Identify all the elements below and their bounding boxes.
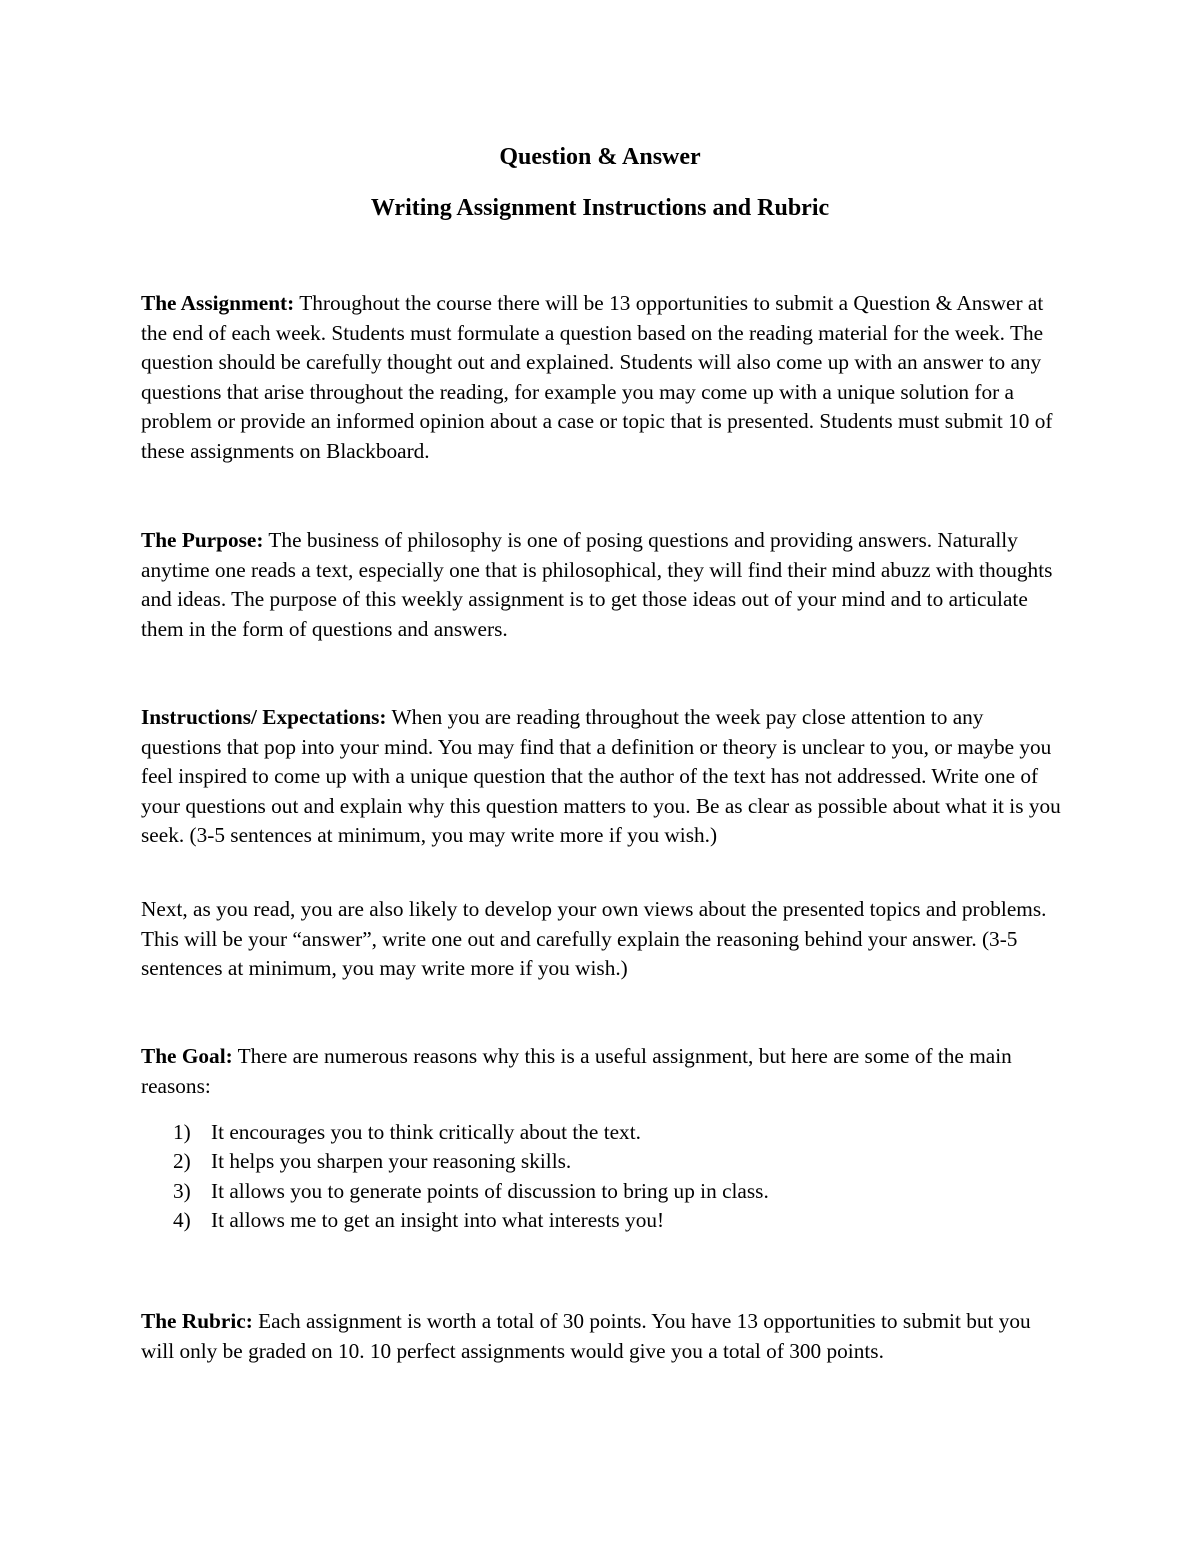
instructions-heading: Instructions/ Expectations: (141, 705, 387, 729)
document-title: Question & Answer (499, 144, 701, 170)
rubric-heading: The Rubric: (141, 1309, 253, 1333)
purpose-heading: The Purpose: (141, 528, 264, 552)
list-item-number: 4) (173, 1207, 191, 1232)
goal-reasons-list (173, 1118, 1053, 1235)
list-item (173, 1147, 1053, 1176)
purpose-paragraph (141, 526, 1066, 644)
goal-paragraph (141, 1042, 1066, 1101)
next-text: Next, as you read, you are also likely to develop your own views about the presented topics and problems. This will be your “answer”, write one out and carefully explain the reasoning behind your answer. (3-5 sentences at minimum, you may write more if you wish.) (141, 897, 1047, 980)
list-item-text: It allows you to generate points of discussion to bring up in class. (211, 1178, 769, 1203)
list-item-number: 2) (173, 1149, 191, 1174)
list-item (173, 1206, 1053, 1235)
list-item (173, 1118, 1053, 1147)
next-paragraph (141, 895, 1066, 984)
list-item (173, 1177, 1053, 1206)
list-item-text: It allows me to get an insight into what interests you! (211, 1207, 665, 1232)
assignment-paragraph (141, 289, 1066, 466)
document-subtitle: Writing Assignment Instructions and Rubric (370, 195, 830, 221)
rubric-text: Each assignment is worth a total of 30 points. You have 13 opportunities to submit but you will only be graded on 10. 10 perfect assignments would give you a total of 300 points. (141, 1309, 1031, 1363)
list-item-number: 3) (173, 1178, 191, 1203)
assignment-heading: The Assignment: (141, 291, 295, 315)
purpose-text: The business of philosophy is one of posing questions and providing answers. Naturally anytime one reads a text, especially one that is philosophical, they will find their mind abuzz with thoughts and ideas. The purpose of this weekly assignment is to get those ideas out of your mind and to articulate them in the form of questions and answers. (141, 528, 1053, 641)
goal-text: There are numerous reasons why this is a useful assignment, but here are some of the main reasons: (141, 1044, 1012, 1098)
list-item-number: 1) (173, 1120, 191, 1144)
assignment-text: Throughout the course there will be 13 opportunities to submit a Question & Answer at the end of each week. Students must formulate a question based on the reading material for the week. The question should be carefully thought out and explained. Students will also come up with an answer to any questions that arise throughout the reading, for example you may come up with a unique solution for a problem or provide an informed opinion about a case or topic that is presented. Students must submit 10 of these assignments on Blackboard. (141, 291, 1053, 463)
list-item-text: It helps you sharpen your reasoning skills. (211, 1149, 572, 1174)
rubric-paragraph (141, 1307, 1066, 1366)
instructions-text: When you are reading throughout the week pay close attention to any questions that pop into your mind. You may find that a definition or theory is unclear to you, or maybe you feel inspired to come up with a unique question that the author of the text has not addressed. Write one of your questions out and explain why this question matters to you. Be as clear as possible about what it is you seek. (3-5 sentences at minimum, you may write more if you wish.) (141, 705, 1061, 847)
goal-heading: The Goal: (141, 1044, 233, 1068)
instructions-paragraph (141, 703, 1066, 851)
list-item-text: It encourages you to think critically about the text. (211, 1120, 641, 1144)
